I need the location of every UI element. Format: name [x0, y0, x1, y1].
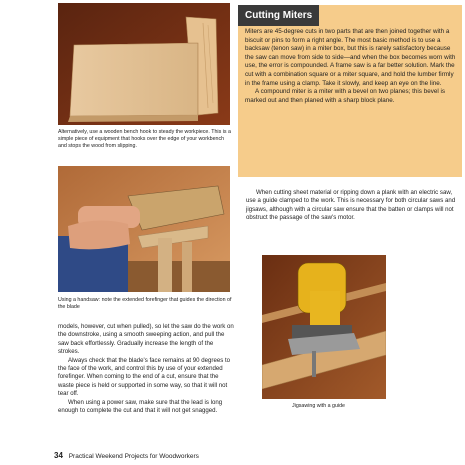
- left-paragraph: models, however, cut when pulled), so let the saw do the work on the downstroke, using a smooth sweeping action, and pull the saw back effortlessly. Gradually increase the length of the strokes.: [58, 323, 234, 356]
- handsaw-photo: [58, 166, 230, 292]
- jigsaw-photo: [262, 255, 386, 399]
- handsaw-caption: Using a handsaw: note the extended forefinger that guides the direction of the blade: [58, 297, 232, 310]
- jigsaw-illustration: [262, 255, 386, 399]
- bench-hook-photo: [58, 3, 230, 125]
- right-paragraph: When cutting sheet material or ripping down a plank with an electric saw, use a guide clamped to the work. This is necessary for both circular saws and jigsaws, although with a circular saw ensure that the batten or clamps will not obstruct the passage of the saw's motor.: [246, 189, 456, 222]
- bench-hook-illustration: [58, 3, 230, 125]
- right-column-text: [246, 189, 458, 223]
- book-title: Practical Weekend Projects for Woodworkers: [68, 453, 199, 460]
- sidebar-paragraph: A compound miter is a miter with a bevel on two planes; this bevel is marked out and then planed with a sharp block plane.: [245, 88, 446, 104]
- page-number: 34: [54, 451, 63, 460]
- left-column-text: [58, 323, 234, 415]
- cutting-miters-sidebar: [238, 5, 462, 177]
- handsaw-illustration: [58, 166, 230, 292]
- left-paragraph: Always check that the blade's face remains at 90 degrees to the face of the work, and control this by use of your extended forefinger. When coming to the end of a cut, ensure that the waste piece is held or supported in some way, so that it will not tear off.: [58, 356, 231, 398]
- sidebar-title: Cutting Miters: [238, 5, 319, 26]
- page-footer: [54, 451, 199, 460]
- sidebar-body: [245, 28, 457, 105]
- sidebar-paragraph: Miters are 45-degree cuts in two parts that are then joined together with a biscuit or pins to form a right angle. The most basic method is to use a backsaw (tenon saw) in a miter box, but this is rarely satisfactory because the saw can move from side to side—and when the box becomes worn with use, the error is compounded. A frame saw is a far better solution. Mark the cut with a combination square or a miter square, and hold the lumber firmly in the frame using a clamp. Take it slowly, and keep an eye on the line.: [245, 28, 456, 87]
- jigsaw-caption: Jigsawing with a guide: [292, 403, 345, 409]
- bench-hook-caption: Alternatively, use a wooden bench hook to steady the workpiece. This is a simple piece of equipment that hooks over the edge of your workbench and stops the wood from slipping.: [58, 129, 231, 149]
- left-paragraph: When using a power saw, make sure that the lead is long enough to complete the cut and that it will not get snagged.: [58, 398, 223, 415]
